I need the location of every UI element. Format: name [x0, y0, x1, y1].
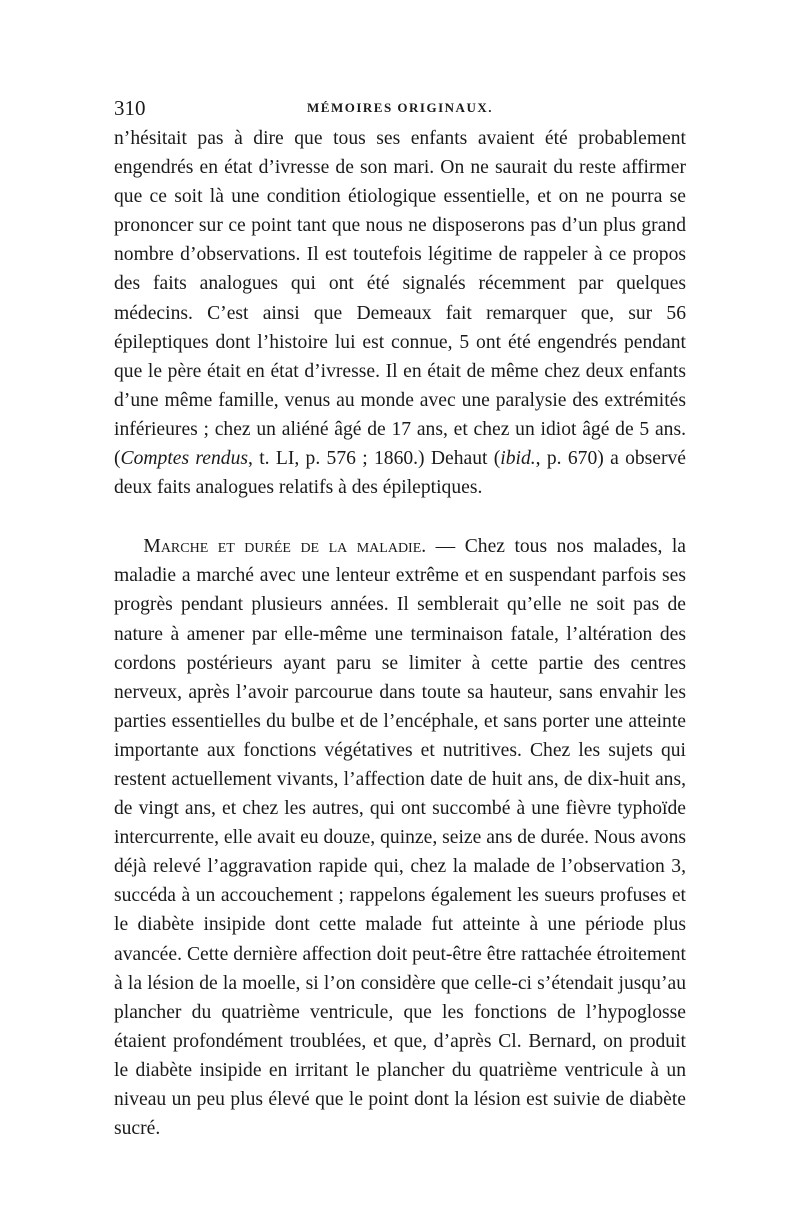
paragraph-text: , p. 670) a observé deux faits analogues relatifs à des épileptiques.	[114, 448, 686, 499]
paragraph-course-duration	[114, 532, 686, 1143]
page-number: 310	[114, 96, 146, 120]
running-title: MÉMOIRES ORIGINAUX.	[307, 100, 493, 115]
section-heading: Marche et durée de la maladie.	[143, 536, 427, 558]
paragraph-text: n’hésitait pas à dire que tous ses enfants avaient été probablement engendrés en état d’ivresse de son mari. On ne saurait du reste affirmer que ce soit là une condition étiologique essentielle, et on ne pourra se prononcer sur ce point tant que nous ne disposerons pas d’un plus grand nombre d’observations. Il est toutefois légitime de rappeler à ce propos des faits analogues qui ont été signalés récemment par quelques médecins. C’est ainsi que Demeaux fait remarquer que, sur 56 épileptiques dont l’histoire lui est connue, 5 ont été engendrés pendant que le père était en état d’ivresse. Il en était de même chez deux enfants d’une même famille, venus au monde avec une paralysie des extrémités inférieures ; chez un aliéné âgé de 17 ans, et chez un idiot âgé de 5 ans. (	[114, 128, 686, 470]
citation-ibid: ibid.	[500, 448, 536, 470]
paragraph-text: , t. LI, p. 576 ; 1860.) Dehaut (	[248, 448, 501, 470]
citation-title: Comptes rendus	[120, 448, 249, 470]
paragraph-etiology	[114, 124, 686, 502]
running-head	[114, 96, 686, 122]
paragraph-text: — Chez tous nos malades, la maladie a marché avec une lenteur extrême et en suspendant parfois ses progrès pendant plusieurs années. Il semblerait qu’elle ne soit pas de nature à amener par elle-même une terminaison fatale, l’altération des cordons postérieurs ayant paru se limiter à cette partie des centres nerveux, après l’avoir parcourue dans toute sa hauteur, sans envahir les parties essentielles du bulbe et de l’encéphale, et sans porter une atteinte importante aux fonctions végétatives et nutritives. Chez les sujets qui restent actuellement vivants, l’affection date de huit ans, de dix-huit ans, de vingt ans, et chez les autres, qui ont succombé à une fièvre typhoïde intercurrente, elle avait eu douze, quinze, seize ans de durée. Nous avons déjà relevé l’aggravation rapide qui, chez la malade de l’observation 3, succéda à un accouchement ; rappelons également les sueurs profuses et le diabète insipide dont cette malade fut atteinte à une période plus avancée. Cette dernière affection doit peut-être être rattachée étroitement à la lésion de la moelle, si l’on considère que celle-ci s’étendait jusqu’au plancher du quatrième ventricule, que les fonctions de l’hypoglosse étaient profondément troublées, et que, d’après Cl. Bernard, on produit le diabète insipide en irritant le plancher du quatrième ventricule à un niveau un peu plus élevé que le point dont la lésion est suivie de diabète sucré.	[114, 536, 686, 1140]
book-page	[114, 96, 686, 1143]
